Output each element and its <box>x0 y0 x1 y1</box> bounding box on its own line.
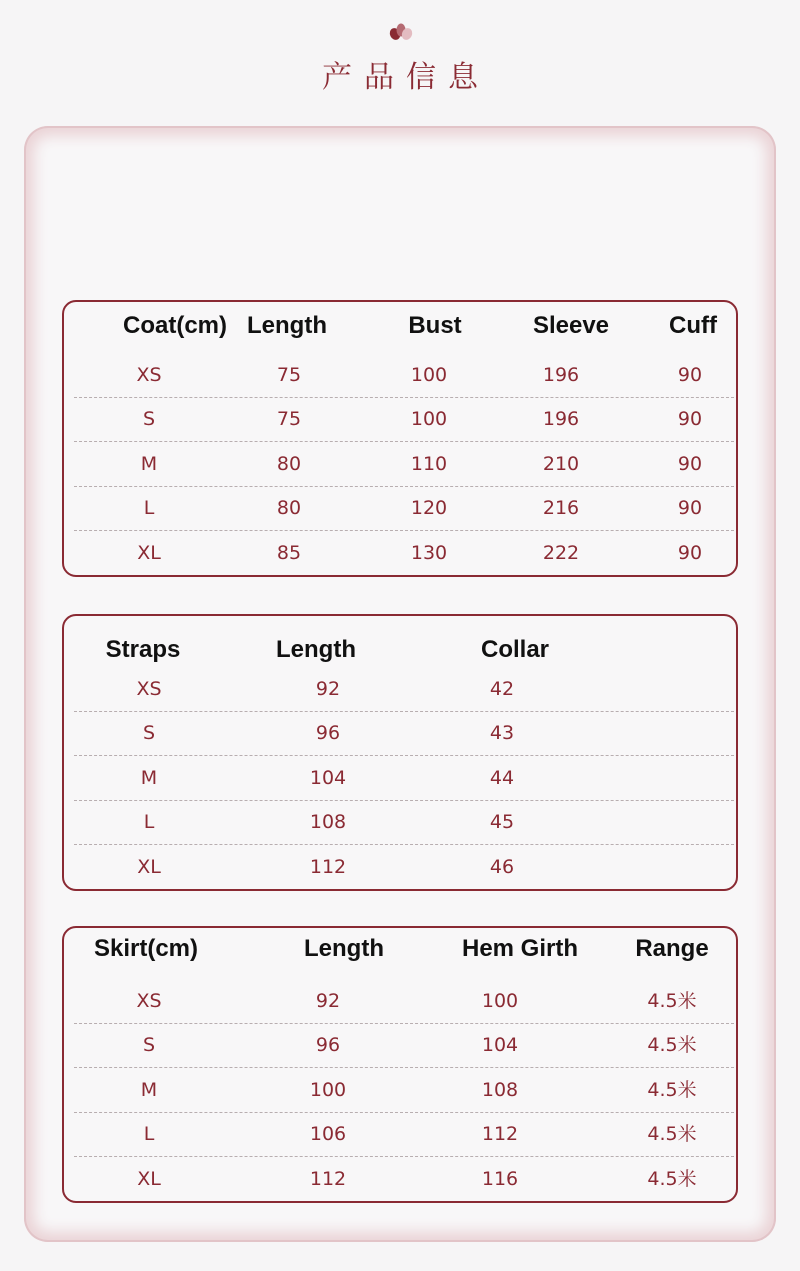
cell-size: XL <box>137 542 161 564</box>
cell-sleeve: 216 <box>542 497 580 519</box>
cell-size: L <box>143 497 155 519</box>
cell-size: S <box>142 722 156 744</box>
cell-hem-girth: 108 <box>481 1079 519 1101</box>
coat-header-bust: Bust <box>408 312 462 339</box>
cell-size: S <box>142 1034 156 1056</box>
skirt-header-range: Range <box>635 935 709 962</box>
cell-collar: 45 <box>489 811 515 833</box>
cell-size: M <box>140 453 158 475</box>
cell-collar: 43 <box>489 722 515 744</box>
table-row <box>74 353 734 398</box>
skirt-size-table <box>62 926 738 1203</box>
cell-length: 85 <box>276 542 302 564</box>
cell-length: 75 <box>276 364 302 386</box>
straps-header-length: Length <box>276 636 356 663</box>
cell-sleeve: 222 <box>542 542 580 564</box>
cell-size: M <box>140 1079 158 1101</box>
table-row <box>74 1157 734 1201</box>
cell-cuff: 90 <box>677 364 703 386</box>
table-row <box>74 756 734 801</box>
cell-length: 92 <box>315 990 341 1012</box>
cell-sleeve: 210 <box>542 453 580 475</box>
cell-hem-girth: 100 <box>481 990 519 1012</box>
cell-length: 100 <box>309 1079 347 1101</box>
cell-collar: 44 <box>489 767 515 789</box>
table-row <box>74 667 734 712</box>
cell-range: 4.5米 <box>647 1123 697 1145</box>
coat-header-length: Length <box>247 312 327 339</box>
skirt-header-size: Skirt(cm) <box>93 935 199 962</box>
cell-length: 96 <box>315 722 341 744</box>
cell-bust: 100 <box>410 408 448 430</box>
cell-length: 104 <box>309 767 347 789</box>
cell-length: 80 <box>276 497 302 519</box>
straps-size-table <box>62 614 738 891</box>
cell-length: 75 <box>276 408 302 430</box>
cell-size: S <box>142 408 156 430</box>
cell-hem-girth: 104 <box>481 1034 519 1056</box>
cell-hem-girth: 116 <box>481 1168 519 1190</box>
skirt-header-hem-girth: Hem Girth <box>461 935 579 962</box>
cell-range: 4.5米 <box>647 1034 697 1056</box>
cell-size: L <box>143 811 155 833</box>
cell-range: 4.5米 <box>647 1168 697 1190</box>
straps-header-collar: Collar <box>480 636 550 663</box>
cell-size: XS <box>136 990 162 1012</box>
cell-length: 112 <box>309 1168 347 1190</box>
cell-size: XL <box>137 856 161 878</box>
coat-header-size: Coat(cm) <box>122 312 228 339</box>
page-title: 产品信息 <box>322 60 490 95</box>
cell-collar: 46 <box>489 856 515 878</box>
cell-bust: 110 <box>410 453 448 475</box>
coat-header-sleeve: Sleeve <box>532 312 610 339</box>
table-row <box>74 442 734 487</box>
cell-hem-girth: 112 <box>481 1123 519 1145</box>
cell-cuff: 90 <box>677 408 703 430</box>
skirt-header-length: Length <box>304 935 384 962</box>
cell-bust: 130 <box>410 542 448 564</box>
cell-sleeve: 196 <box>542 364 580 386</box>
table-row <box>74 1023 734 1068</box>
cell-cuff: 90 <box>677 453 703 475</box>
table-row <box>74 979 734 1024</box>
cell-length: 92 <box>315 678 341 700</box>
straps-header-size: Straps <box>105 636 181 663</box>
cell-bust: 120 <box>410 497 448 519</box>
cell-cuff: 90 <box>677 497 703 519</box>
table-row <box>74 845 734 889</box>
table-row <box>74 486 734 531</box>
petal-logo-icon <box>386 22 416 44</box>
cell-cuff: 90 <box>677 542 703 564</box>
table-row <box>74 800 734 845</box>
cell-length: 96 <box>315 1034 341 1056</box>
cell-size: M <box>140 767 158 789</box>
coat-size-table <box>62 300 738 577</box>
cell-sleeve: 196 <box>542 408 580 430</box>
cell-bust: 100 <box>410 364 448 386</box>
cell-size: XS <box>136 364 162 386</box>
table-row <box>74 1112 734 1157</box>
table-row <box>74 1068 734 1113</box>
table-row <box>74 711 734 756</box>
coat-header-cuff: Cuff <box>669 312 717 339</box>
cell-range: 4.5米 <box>647 990 697 1012</box>
cell-length: 80 <box>276 453 302 475</box>
cell-length: 108 <box>309 811 347 833</box>
cell-size: XS <box>136 678 162 700</box>
cell-size: XL <box>137 1168 161 1190</box>
cell-length: 112 <box>309 856 347 878</box>
table-row <box>74 531 734 575</box>
cell-length: 106 <box>309 1123 347 1145</box>
cell-range: 4.5米 <box>647 1079 697 1101</box>
table-row <box>74 397 734 442</box>
cell-size: L <box>143 1123 155 1145</box>
cell-collar: 42 <box>489 678 515 700</box>
